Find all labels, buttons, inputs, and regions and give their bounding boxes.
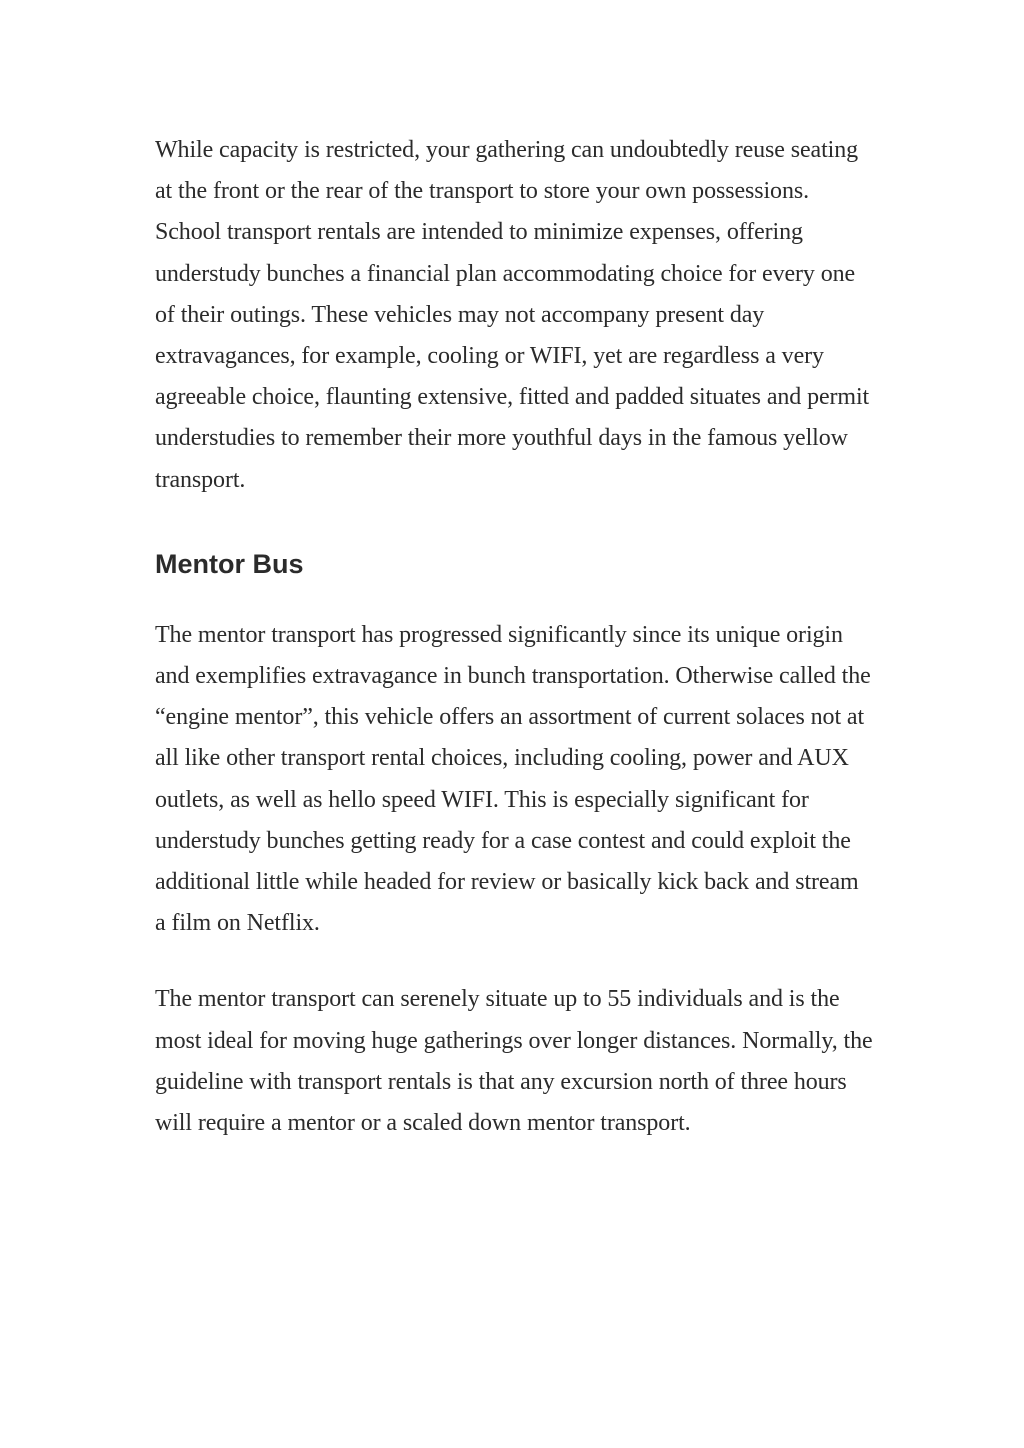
body-paragraph-mentor-transport: The mentor transport has progressed significantly since its unique origin and exemplifies extravagance in bunch transportation. Otherwise called the “engine mentor”, this vehicle offers an assortment of current solaces not at all like other transport rental choices, including cooling, power and AUX outlets, as well as hello speed WIFI. This is especially significant for understudy bunches getting ready for a case contest and could exploit the additional little while headed for review or basically kick back and stream a film on Netflix. bbox=[155, 621, 871, 937]
body-paragraph-mentor-capacity: The mentor transport can serenely situate up to 55 individuals and is the most ideal for moving huge gatherings over longer distances. Normally, the guideline with transport rentals is that any excursion north of three hours will require a mentor or a scaled down mentor transport. bbox=[155, 986, 873, 1137]
section-heading: Mentor Bus bbox=[155, 548, 304, 579]
document-page bbox=[155, 130, 875, 1144]
body-paragraph-school-transport: While capacity is restricted, your gathering can undoubtedly reuse seating at the front or the rear of the transport to store your own possessions. School transport rentals are intended to minimize expenses, offering understudy bunches a financial plan accommodating choice for every one of their outings. These vehicles may not accompany present day extravagances, for example, cooling or WIFI, yet are regardless a very agreeable choice, flaunting extensive, fitted and padded situates and permit understudies to remember their more youthful days in the famous yellow transport. bbox=[155, 137, 870, 493]
